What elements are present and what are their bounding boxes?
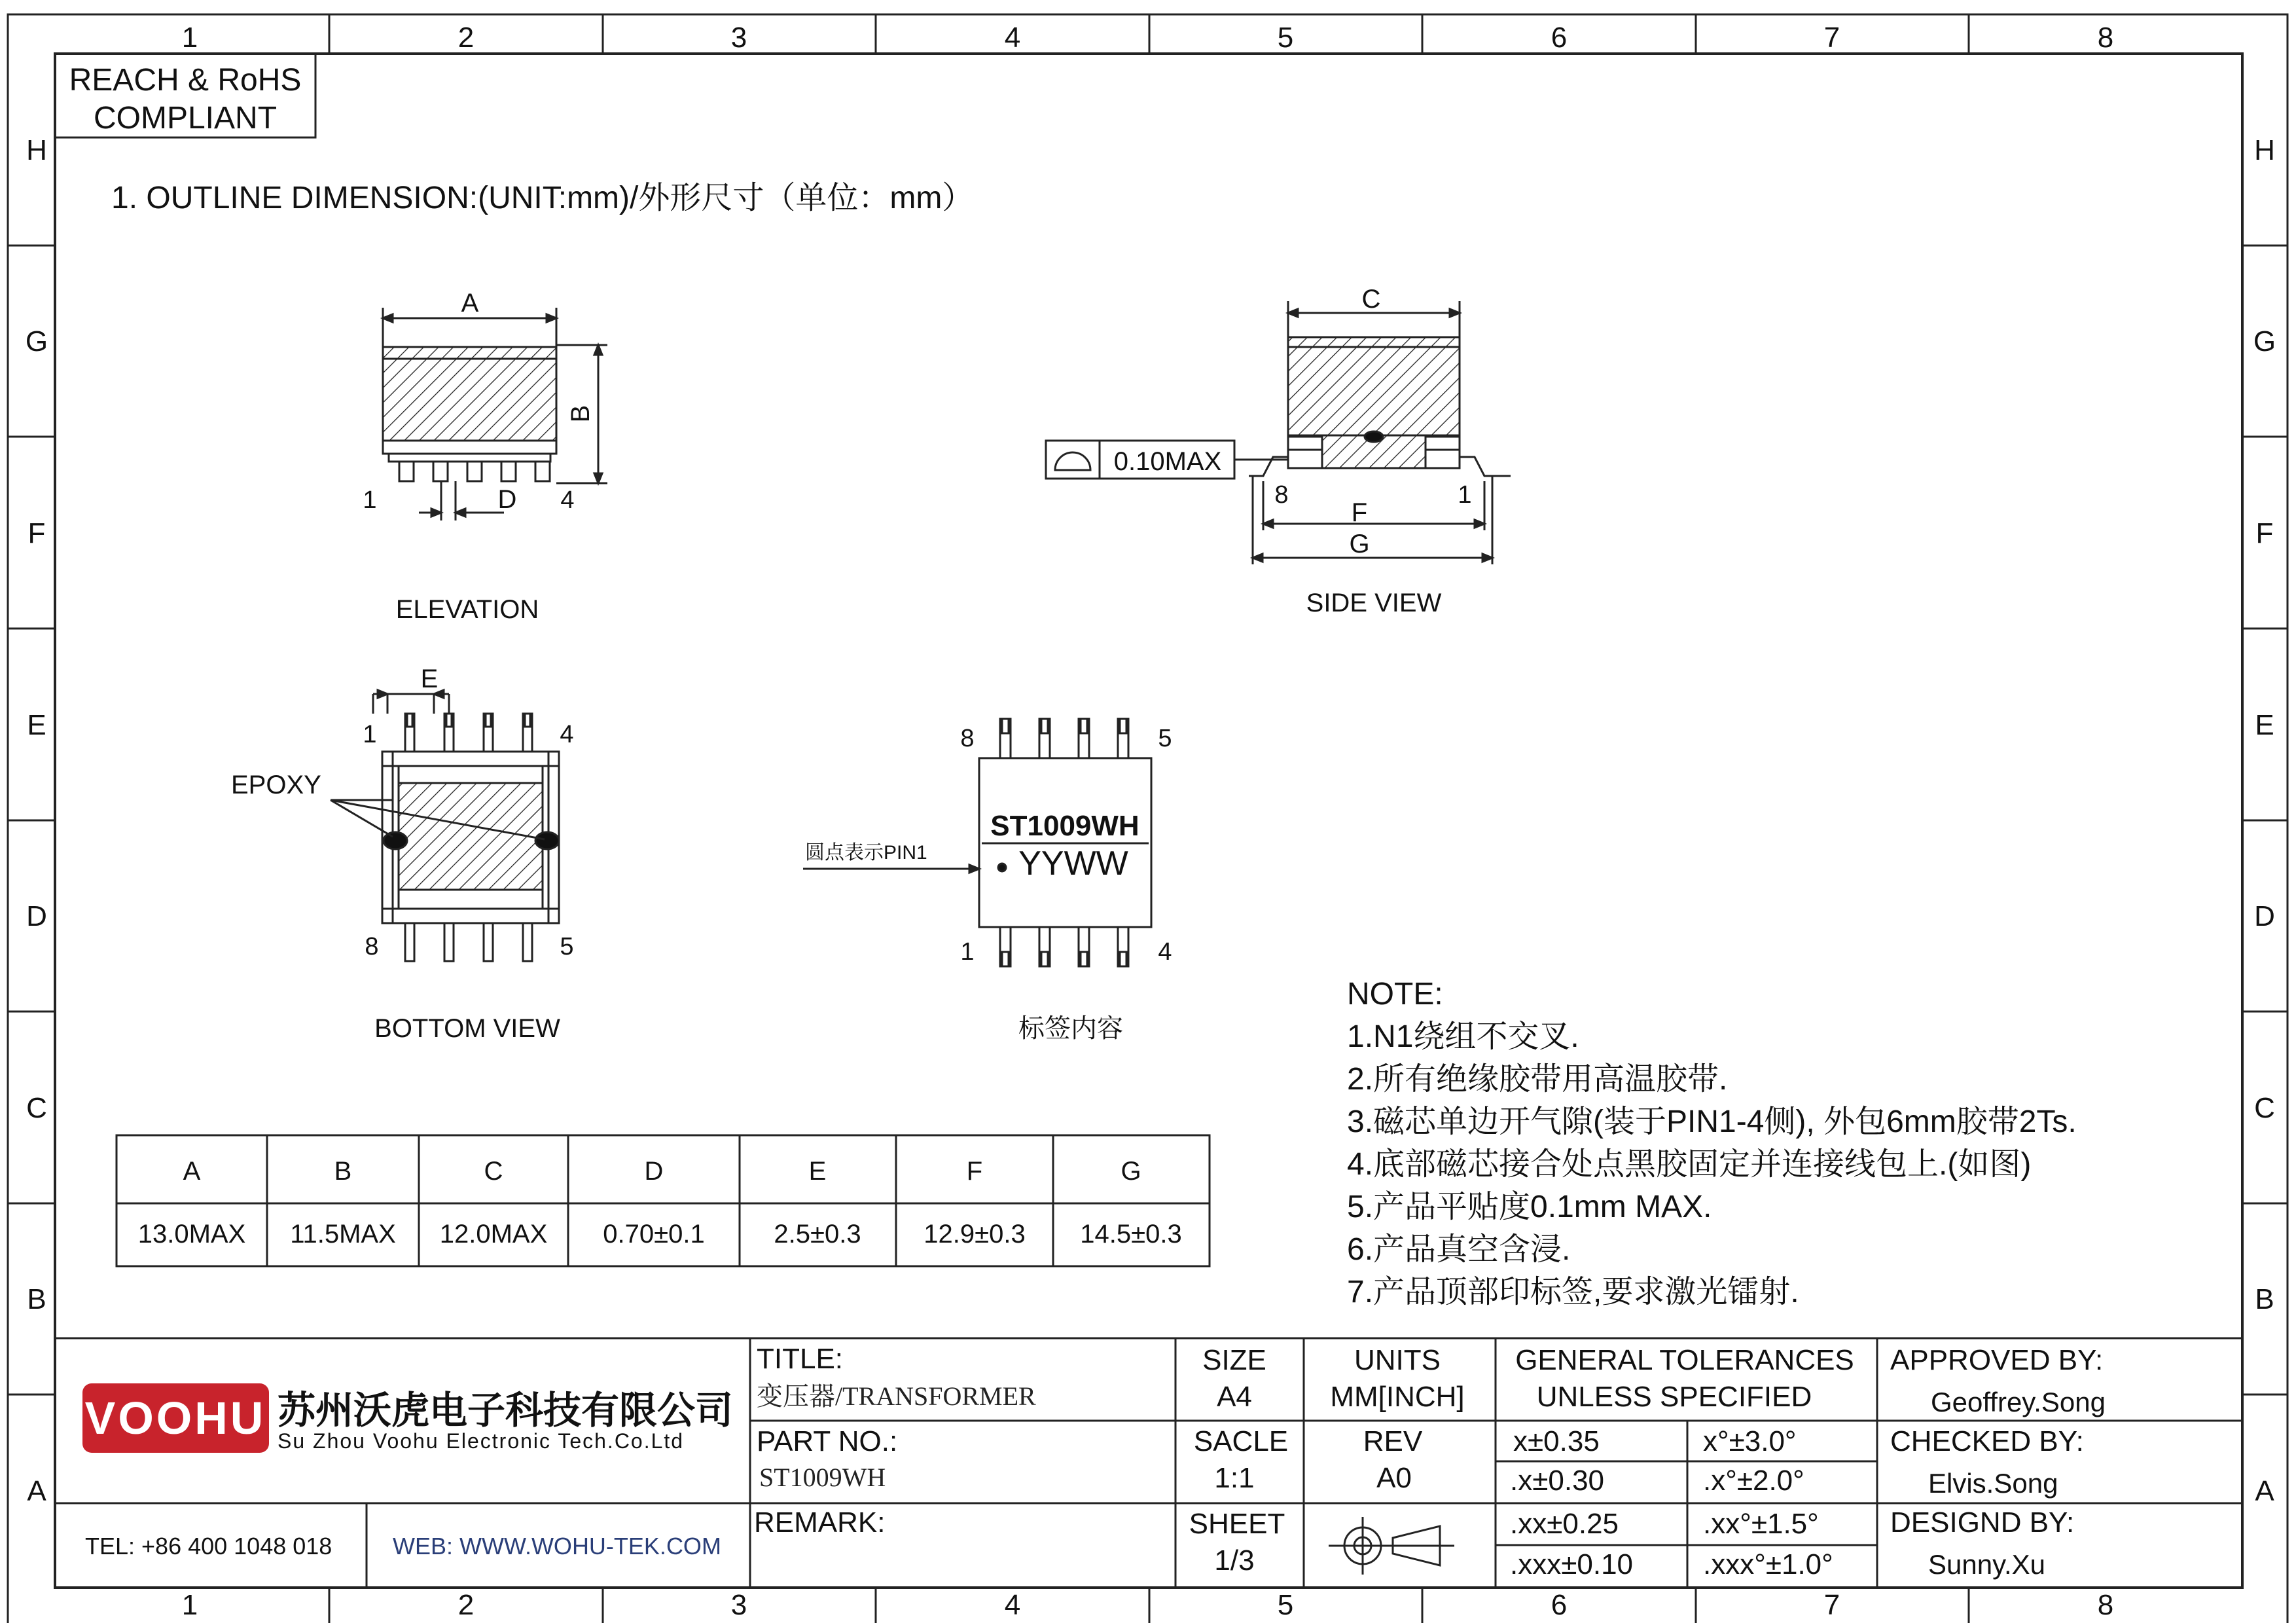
table-header: B (334, 1157, 352, 1186)
size-label: SIZE (1202, 1344, 1266, 1376)
sheet-value: 1/3 (1214, 1544, 1255, 1577)
row-label: E (27, 709, 46, 741)
label-view-caption: 标签内容 (1018, 1014, 1123, 1043)
flatness-value: 0.10MAX (1113, 447, 1222, 476)
side-pin-8: 8 (1274, 481, 1289, 509)
checked-by-value: Elvis.Song (1928, 1468, 2058, 1499)
col-label: 4 (1004, 1589, 1021, 1621)
scale-value: 1:1 (1214, 1462, 1255, 1494)
dim-d-label: D (497, 485, 517, 514)
tolerance-linear: .x±0.30 (1510, 1465, 1605, 1497)
col-label: 3 (730, 22, 747, 54)
col-label: 5 (1277, 1589, 1294, 1621)
tel: TEL: +86 400 1048 018 (85, 1533, 332, 1559)
notes-title: NOTE: (1347, 977, 1443, 1012)
row-label: H (2254, 134, 2275, 166)
tolerance-title-2: UNLESS SPECIFIED (1536, 1381, 1812, 1413)
col-label: 2 (457, 1589, 475, 1621)
table-cell: 14.5±0.3 (1080, 1220, 1182, 1249)
drawing-frame (8, 14, 2287, 1623)
table-cell: 2.5±0.3 (774, 1220, 861, 1249)
col-label: 2 (457, 22, 475, 54)
part-no-value: ST1009WH (759, 1463, 886, 1492)
note-item: 7.产品顶部印标签,要求激光镭射. (1347, 1275, 1799, 1309)
section-title: 1. OUTLINE DIMENSION:(UNIT:mm)/外形尺寸（单位：mm） (111, 181, 974, 215)
note-item: 1.N1绕组不交叉. (1347, 1019, 1579, 1054)
company-name-cn: 苏州沃虎电子科技有限公司 (278, 1389, 734, 1432)
bottom-pin-5: 5 (560, 933, 574, 960)
tolerance-linear: .xx±0.25 (1510, 1508, 1619, 1540)
col-label: 8 (2097, 22, 2114, 54)
part-no-label: PART NO.: (757, 1425, 898, 1457)
bottom-pin-4: 4 (560, 721, 574, 748)
tolerance-title-1: GENERAL TOLERANCES (1515, 1344, 1854, 1376)
table-header: G (1121, 1157, 1141, 1186)
approved-by-value: Geoffrey.Song (1931, 1387, 2106, 1417)
row-label: D (2254, 900, 2275, 932)
table-header: D (644, 1157, 664, 1186)
units-value: MM[INCH] (1330, 1381, 1465, 1413)
projection-symbol-icon (1329, 1517, 1454, 1575)
table-cell: 0.70±0.1 (603, 1220, 705, 1249)
note-item: 5.产品平贴度0.1mm MAX. (1347, 1190, 1712, 1224)
epoxy-label: EPOXY (231, 771, 321, 799)
tolerance-linear: x±0.35 (1513, 1425, 1600, 1457)
scale-label: SACLE (1193, 1425, 1289, 1457)
pin1-note: 圆点表示PIN1 (805, 842, 927, 864)
elevation-pin-4: 4 (560, 486, 575, 514)
elevation-caption: ELEVATION (395, 595, 539, 624)
dim-g-label: G (1349, 530, 1370, 558)
units-label: UNITS (1354, 1344, 1441, 1376)
side-view-caption: SIDE VIEW (1306, 589, 1442, 617)
table-cell: 12.0MAX (439, 1220, 548, 1249)
row-label: F (2255, 517, 2274, 549)
table-header: C (484, 1157, 503, 1186)
col-label: 1 (181, 1589, 198, 1621)
col-label: 6 (1551, 22, 1568, 54)
note-item: 3.磁芯单边开气隙(装于PIN1-4侧), 外包6mm胶带2Ts. (1347, 1104, 2077, 1139)
dim-f-label: F (1351, 498, 1368, 527)
remark-label: REMARK: (754, 1506, 886, 1539)
company-name-en: Su Zhou Voohu Electronic Tech.Co.Ltd (278, 1429, 685, 1453)
col-label: 4 (1004, 22, 1021, 54)
table-header: F (966, 1157, 983, 1186)
notes (1347, 977, 2077, 1309)
dim-c-label: C (1361, 285, 1381, 314)
sheet-label: SHEET (1189, 1508, 1285, 1540)
row-label: F (27, 517, 46, 549)
bottom-view-caption: BOTTOM VIEW (374, 1014, 560, 1043)
row-label: B (27, 1283, 46, 1315)
note-item: 6.产品真空含浸. (1347, 1232, 1571, 1267)
label-pin-8: 8 (960, 725, 975, 752)
row-label: G (2253, 325, 2276, 357)
tolerance-linear: .xxx±0.10 (1510, 1548, 1634, 1580)
rev-value: A0 (1376, 1462, 1412, 1494)
row-label: H (26, 134, 47, 166)
designed-by-label: DESIGND BY: (1890, 1506, 2075, 1539)
col-label: 1 (181, 22, 198, 54)
col-label: 7 (1823, 22, 1840, 54)
designed-by-value: Sunny.Xu (1928, 1549, 2046, 1580)
dim-a-label: A (461, 289, 479, 318)
tolerance-angular: x°±3.0° (1703, 1425, 1797, 1457)
table-cell: 11.5MAX (290, 1220, 396, 1249)
table-cell: 12.9±0.3 (924, 1220, 1026, 1249)
col-label: 8 (2097, 1589, 2114, 1621)
col-label: 5 (1277, 22, 1294, 54)
bottom-pin-8: 8 (365, 933, 379, 960)
bottom-pin-1: 1 (363, 721, 377, 748)
note-item: 2.所有绝缘胶带用高温胶带. (1347, 1062, 1728, 1097)
label-pin-4: 4 (1158, 938, 1172, 966)
compliance-line2: COMPLIANT (93, 101, 278, 136)
row-label: A (2255, 1475, 2274, 1507)
rev-label: REV (1363, 1425, 1423, 1457)
label-pin-5: 5 (1158, 725, 1172, 752)
label-pin-1: 1 (960, 938, 975, 966)
label-date-code: YYWW (1018, 845, 1128, 883)
size-value: A4 (1217, 1381, 1252, 1413)
title-label: TITLE: (757, 1343, 844, 1375)
row-label: C (26, 1092, 47, 1124)
row-label: D (26, 900, 47, 932)
col-label: 7 (1823, 1589, 1840, 1621)
col-label: 3 (730, 1589, 747, 1621)
table-header: A (183, 1157, 201, 1186)
label-part-number: ST1009WH (990, 810, 1139, 842)
table-cell: 13.0MAX (137, 1220, 246, 1249)
website-link[interactable]: WEB: WWW.WOHU-TEK.COM (393, 1533, 721, 1559)
row-label: C (2254, 1092, 2275, 1124)
table-header: E (808, 1157, 827, 1186)
approval-block (1890, 1344, 2106, 1580)
tolerance-angular: .xxx°±1.0° (1703, 1548, 1833, 1580)
row-label: A (27, 1475, 46, 1507)
col-label: 6 (1551, 1589, 1568, 1621)
dim-b-label: B (566, 405, 595, 423)
side-pin-1: 1 (1458, 481, 1472, 509)
title-value: 变压器/TRANSFORMER (757, 1381, 1036, 1411)
row-label: E (2255, 709, 2274, 741)
checked-by-label: CHECKED BY: (1890, 1425, 2084, 1457)
tolerance-angular: .x°±2.0° (1703, 1465, 1804, 1497)
compliance-line1: REACH & RoHS (69, 63, 302, 98)
side-view (1046, 301, 1511, 564)
row-label: G (25, 325, 48, 357)
elevation-pin-1: 1 (363, 486, 377, 514)
dim-e-label: E (420, 665, 439, 693)
row-label: B (2255, 1283, 2274, 1315)
voohu-logo-text: VOOHU (84, 1393, 266, 1444)
note-item: 4.底部磁芯接合处点黑胶固定并连接线包上.(如图) (1347, 1147, 2032, 1182)
tolerance-angular: .xx°±1.5° (1703, 1508, 1819, 1540)
approved-by-label: APPROVED BY: (1890, 1344, 2104, 1376)
zone-ticks (8, 14, 2287, 1623)
